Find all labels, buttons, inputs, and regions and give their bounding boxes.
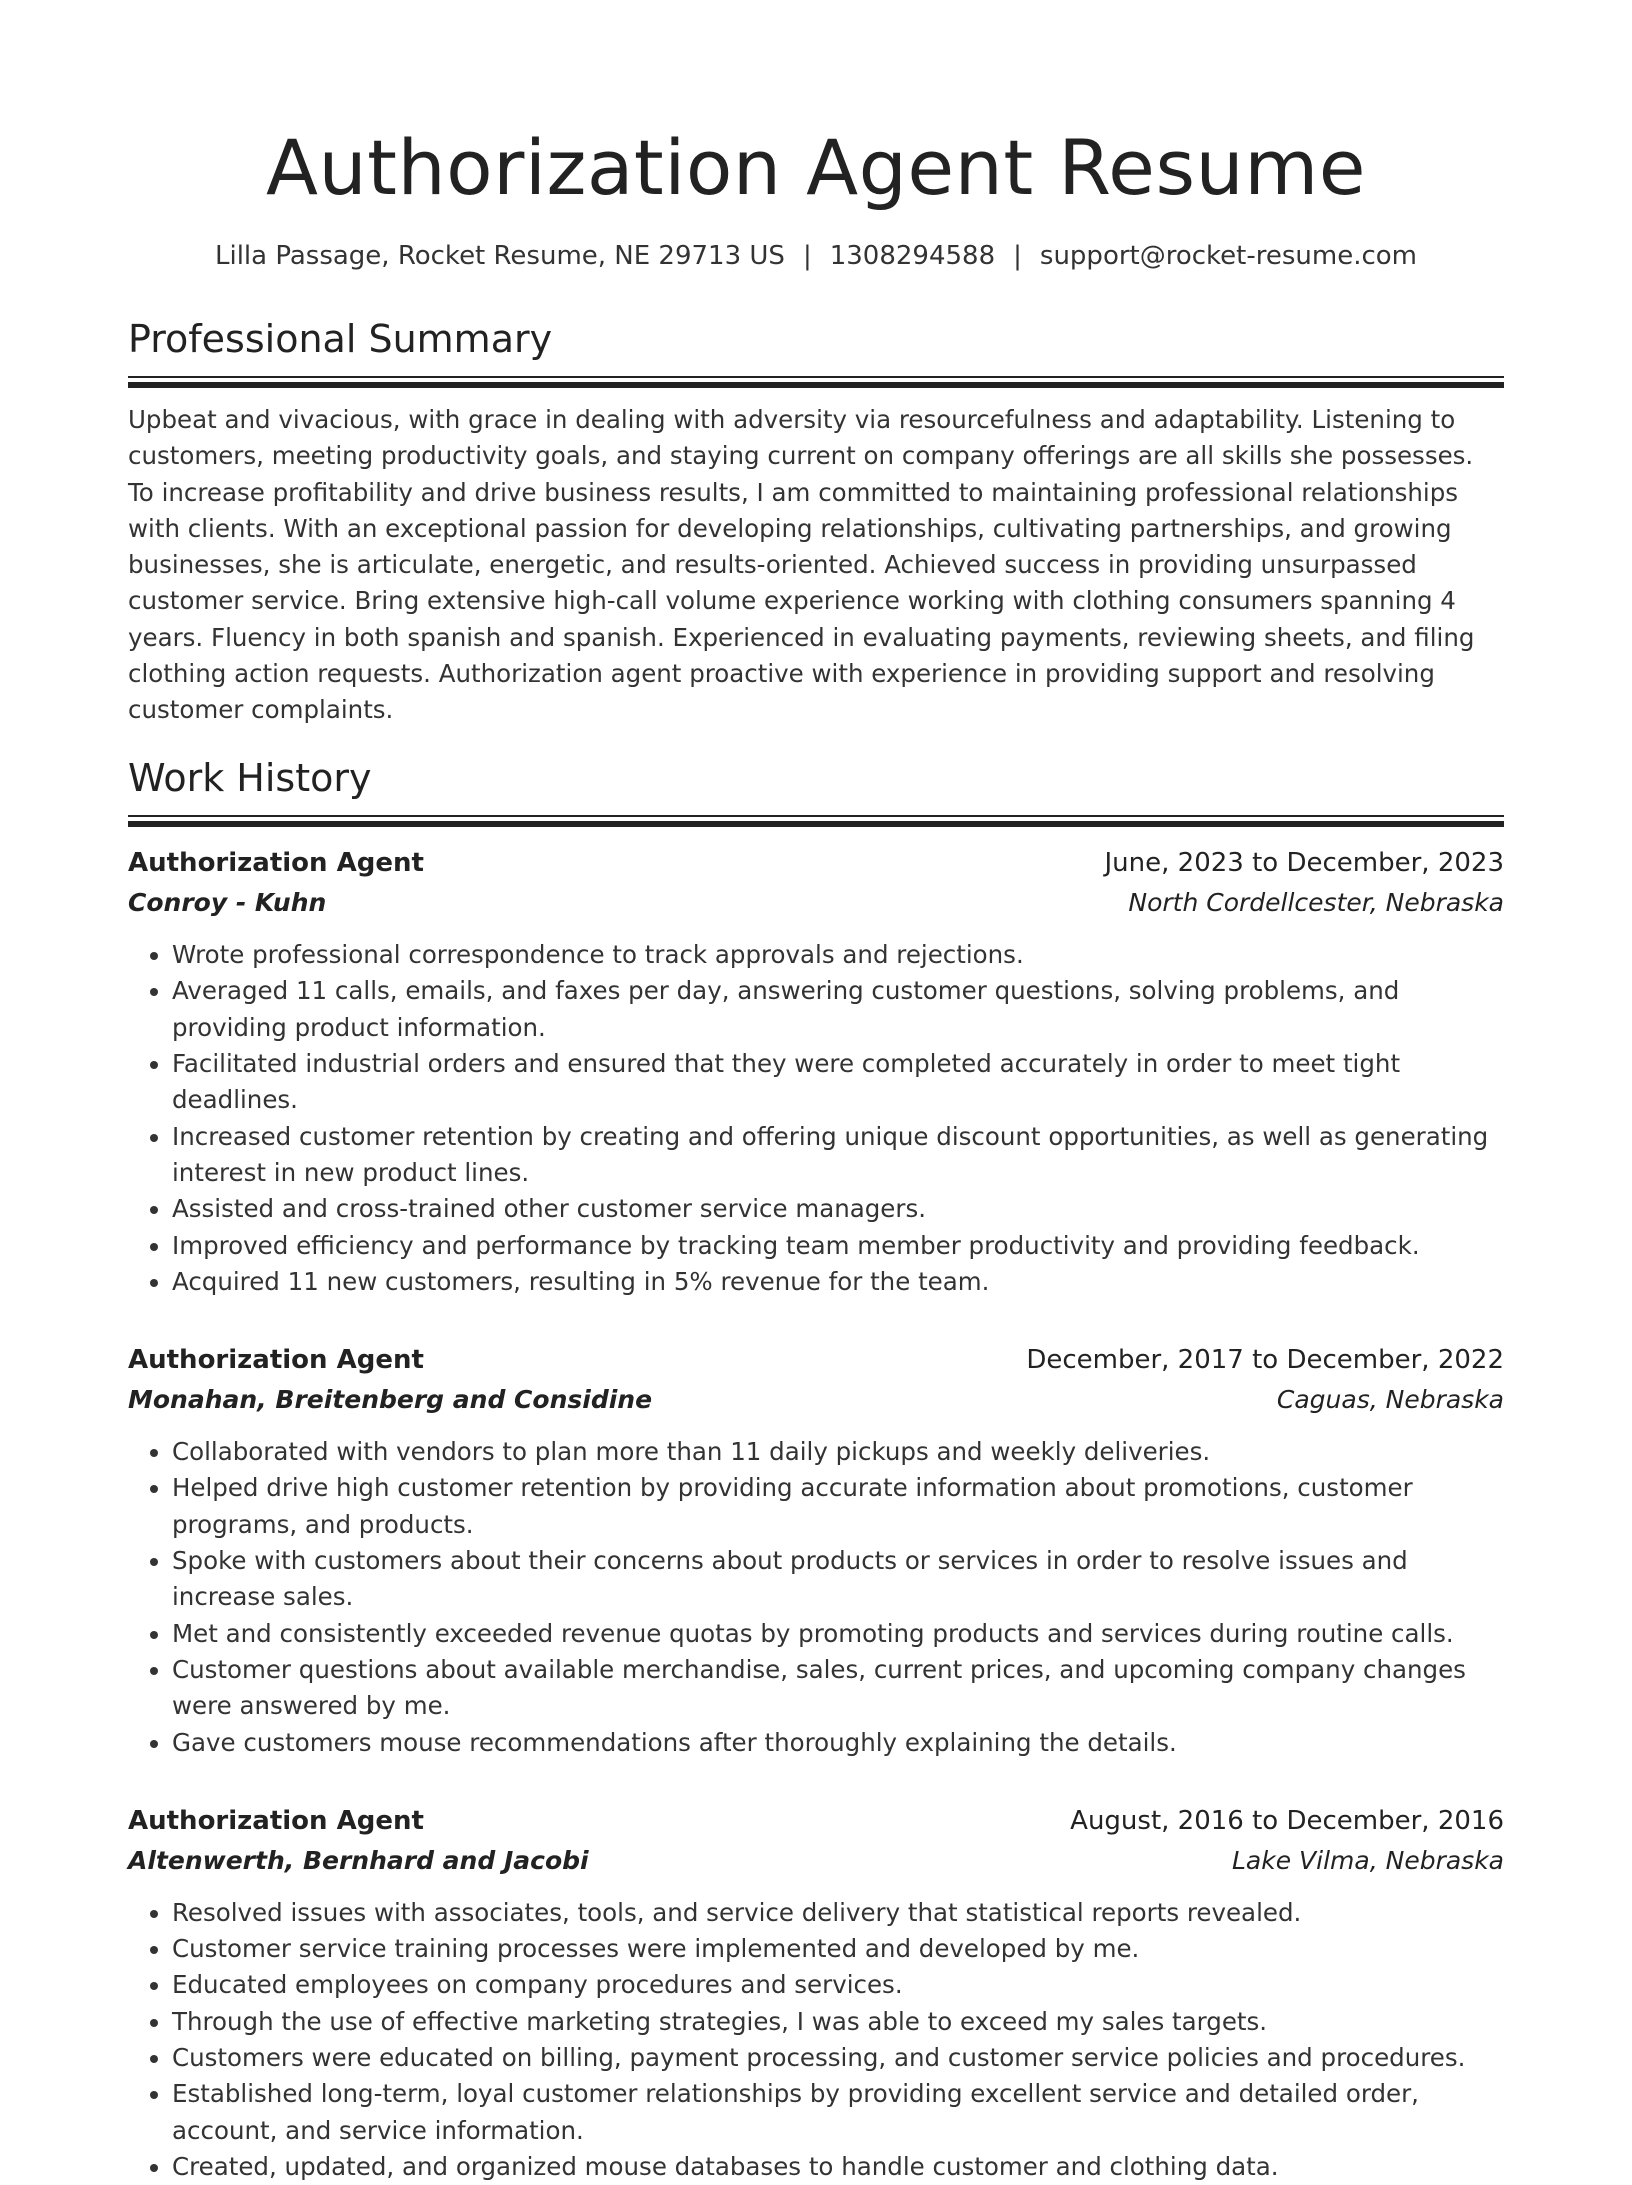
job-entry xyxy=(128,1803,1504,2185)
list-item: • Gave customers mouse recommendations after thoroughly explaining the details. xyxy=(172,1725,1504,1761)
list-item: • Wrote professional correspondence to track approvals and rejections. xyxy=(172,937,1504,973)
resume-title: Authorization Agent Resume xyxy=(265,123,1366,212)
list-item: • Collaborated with vendors to plan more than 11 daily pickups and weekly deliveries. xyxy=(172,1434,1504,1470)
job-bullets xyxy=(128,1895,1504,2185)
contact-phone: 1308294588 xyxy=(829,241,996,271)
list-item: • Helped drive high customer retention by providing accurate information about promotions, customer programs, and products. xyxy=(172,1470,1504,1543)
list-item: • Customers were educated on billing, payment processing, and customer service policies and procedures. xyxy=(172,2040,1504,2076)
contact-line xyxy=(128,238,1504,274)
job-entry xyxy=(128,845,1504,1300)
company-name: Conroy - Kuhn xyxy=(128,888,327,918)
job-title: Authorization Agent xyxy=(128,1345,424,1376)
company-name: Monahan, Breitenberg and Considine xyxy=(128,1385,653,1415)
list-item: • Customer service training processes were implemented and developed by me. xyxy=(172,1931,1504,1967)
list-item: • Assisted and cross-trained other customer service managers. xyxy=(172,1191,1504,1227)
job-dates: December, 2017 to December, 2022 xyxy=(1026,1345,1504,1376)
summary-paragraph: Upbeat and vivacious, with grace in dealing with adversity via resourcefulness and adaptability. Listening to customers, meeting productivity goals, and staying current on company offerings are all skills she possesses. To increase profitability and drive business results, I am committed to maintaining professional relationships with clients. With an exceptional passion for developing relationships, cultivating partnerships, and growing businesses, she is articulate, energetic, and results-oriented. Achieved success in providing unsurpassed customer service. Bring extensive high-call volume experience working with clothing consumers spanning 4 years. Fluency in both spanish and spanish. Experienced in evaluating payments, reviewing sheets, and filing clothing action requests. Authorization agent proactive with experience in providing support and resolving customer complaints. xyxy=(128,405,1475,725)
job-title: Authorization Agent xyxy=(128,1805,424,1836)
job-location: Lake Vilma, Nebraska xyxy=(1232,1845,1504,1875)
job-dates: June, 2023 to December, 2023 xyxy=(1104,848,1504,879)
job-title: Authorization Agent xyxy=(128,848,424,879)
list-item: • Averaged 11 calls, emails, and faxes per day, answering customer questions, solving problems, and providing product information. xyxy=(172,973,1504,1046)
list-item: • Customer questions about available merchandise, sales, current prices, and upcoming company changes were answered by me. xyxy=(172,1652,1504,1725)
section-heading: Work History xyxy=(128,756,372,801)
list-item: • Spoke with customers about their concerns about products or services in order to resolve issues and increase sales. xyxy=(172,1543,1504,1616)
section-divider xyxy=(128,376,1504,388)
list-item: • Established long-term, loyal customer relationships by providing excellent service and detailed order, account, and service information. xyxy=(172,2076,1504,2149)
list-item: • Facilitated industrial orders and ensured that they were completed accurately in order to meet tight deadlines. xyxy=(172,1046,1504,1119)
section-heading: Professional Summary xyxy=(128,317,553,361)
job-location: Caguas, Nebraska xyxy=(1276,1385,1504,1415)
job-entry xyxy=(128,1342,1504,1761)
list-item: • Met and consistently exceeded revenue quotas by promoting products and services during routine calls. xyxy=(172,1616,1504,1652)
job-location: North Cordellcester, Nebraska xyxy=(1128,888,1504,918)
job-bullets xyxy=(128,937,1504,1300)
list-item: • Resolved issues with associates, tools, and service delivery that statistical reports revealed. xyxy=(172,1895,1504,1931)
job-dates: August, 2016 to December, 2016 xyxy=(1070,1805,1504,1836)
list-item: • Through the use of effective marketing strategies, I was able to exceed my sales targets. xyxy=(172,2004,1504,2040)
list-item: • Created, updated, and organized mouse databases to handle customer and clothing data. xyxy=(172,2149,1504,2185)
professional-summary-section xyxy=(128,314,1504,729)
list-item: • Increased customer retention by creating and offering unique discount opportunities, as well as generating interest in new product lines. xyxy=(172,1119,1504,1192)
list-item: • Improved efficiency and performance by tracking team member productivity and providing feedback. xyxy=(172,1228,1504,1264)
job-bullets xyxy=(128,1434,1504,1761)
contact-address: Lilla Passage, Rocket Resume, NE 29713 US xyxy=(214,241,785,271)
list-item: • Educated employees on company procedures and services. xyxy=(172,1967,1504,2003)
contact-separator: | xyxy=(1013,241,1022,271)
list-item: • Acquired 11 new customers, resulting in 5% revenue for the team. xyxy=(172,1264,1504,1300)
company-name: Altenwerth, Bernhard and Jacobi xyxy=(128,1845,589,1875)
work-history-section xyxy=(128,753,1504,2185)
contact-email: support@rocket-resume.com xyxy=(1039,241,1418,271)
section-divider xyxy=(128,815,1504,827)
contact-separator: | xyxy=(802,241,812,271)
